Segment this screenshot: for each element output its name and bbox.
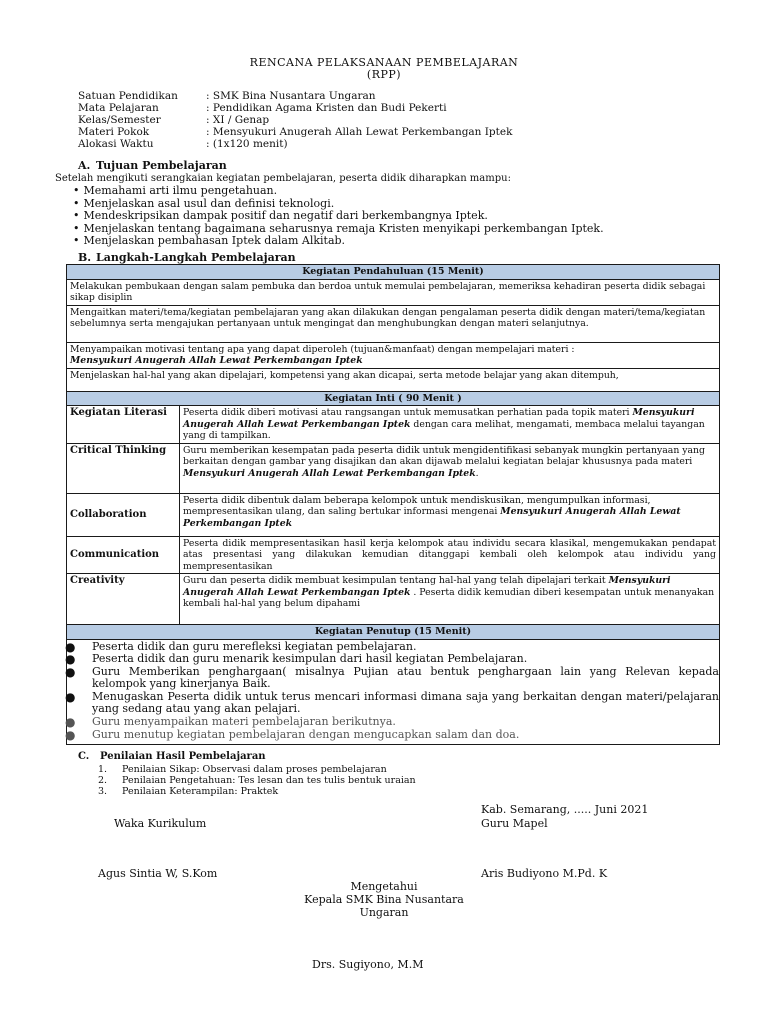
meta-label-alokasi: Alokasi Waktu [78,138,154,150]
learning-steps-table [66,264,720,745]
assessment-item [98,786,416,797]
inti-desc-text: Peserta didik mempresentasikan hasil kerja kelompok atau individu secara klasikal, mengemukakan pendapat atas presentasi yang dilakukan kemudian ditanggapi kembali oleh kelompok atau individu yang mempresentasikan [183,537,716,572]
document-subtitle: (RPP) [366,68,402,81]
bullet-icon: ● [65,715,76,730]
section-b-title: Langkah-Langkah Pembelajaran [96,251,296,264]
inti-desc-text: Peserta didik dibentuk dalam beberapa kelompok untuk mendiskusikan, mengumpulkan informasi, mempresentasikan ulang, dan saling bertukar informasi mengenai [183,494,651,517]
inti-desc-critical [180,443,720,493]
assessment-item [98,775,416,786]
bullet-icon: ● [65,664,76,679]
inti-desc-emph: Mensyukuri Anugerah Allah Lewat Perkembangan Iptek [183,506,681,529]
penutup-text: Peserta didik dan guru menarik kesimpulan dari hasil kegiatan Pembelajaran. [92,652,528,666]
assessment-text: Penilaian Sikap: Observasi dalam proses pembelajaran [122,764,387,775]
inti-desc-text: . Peserta didik kemudian diberi kesempatan untuk menanyakan kembali hal-hal yang belum dipahami [183,586,715,609]
approval-line-1: Mengetahui [350,880,418,893]
goal-item: • Mendeskripsikan dampak positif dan negatif dari berkembangnya Iptek. [73,210,604,223]
meta-label-satuan: Satuan Pendidikan [78,90,178,102]
inti-desc-emph: Mensyukuri Anugerah Allah Lewat Perkembangan Iptek [183,467,476,479]
inti-label-creativity: Creativity [67,574,180,625]
inti-label-communication: Communication [67,536,180,574]
inti-desc-text: . [475,467,479,479]
assessment-number: 2. [98,775,108,786]
penutup-list [67,641,719,742]
meta-label-kelas: Kelas/Semester [78,114,161,126]
penutup-item [67,691,719,716]
inti-desc-text: dengan cara melihat, mengamati, membaca melalui tayangan yang di tampilkan. [183,418,705,441]
inti-desc-collaboration [180,493,720,536]
inti-desc-literasi [180,406,720,444]
inti-label-literasi: Kegiatan Literasi [67,406,180,444]
pendahuluan-row: Mengaitkan materi/tema/kegiatan pembelajaran yang akan dilakukan dengan pengalaman peserta didik dengan materi/tema/kegiatan sebelumnya serta mengajukan pertanyaan untuk mengingat dan menghubungkan dengan materi selanjutnya. [67,305,720,342]
inti-desc-creativity [180,574,720,625]
meta-value-satuan: : SMK Bina Nusantara Ungaran [206,90,376,102]
penutup-text: Guru menutup kegiatan pembelajaran dengan mengucapkan salam dan doa. [92,727,520,741]
inti-header: Kegiatan Inti ( 90 Menit ) [67,391,720,406]
pendahuluan-row [67,342,720,368]
assessment-number: 3. [98,786,108,797]
inti-desc-text: Peserta didik diberi motivasi atau rangsangan untuk memusatkan perhatian pada topik materi [183,407,633,418]
approval-line-2: Kepala SMK Bina Nusantara [304,893,464,906]
meta-label-materi: Materi Pokok [78,126,150,138]
place-date: Kab. Semarang, ..... Juni 2021 [481,803,649,816]
assessment-text: Penilaian Keterampilan: Praktek [122,786,279,797]
inti-desc-text: Guru dan peserta didik membuat kesimpulan tentang hal-hal yang telah dipelajari terkait [183,575,609,586]
left-signer-name: Agus Sintia W, S.Kom [98,867,218,880]
penutup-text: Guru menyampaikan materi pembelajaran berikutnya. [92,715,396,729]
document-title: RENCANA PELAKSANAAN PEMBELAJARAN [249,56,519,69]
section-a-title: Tujuan Pembelajaran [96,159,227,172]
inti-desc-emph: Mensyukuri Anugerah Allah Lewat Perkembangan Iptek [183,575,671,598]
meta-value-kelas: : XI / Genap [206,114,270,126]
penutup-item [67,666,719,691]
goals-list [73,185,604,248]
pendahuluan-motivation-text: Menyampaikan motivasi tentang apa yang dapat diperoleh (tujuan&manfaat) dengan mempelajari materi : [70,343,575,355]
penutup-item [67,729,719,742]
head-signer-name: Drs. Sugiyono, M.M [312,958,424,971]
meta-label-mapel: Mata Pelajaran [78,102,159,114]
goal-item: • Menjelaskan asal usul dan definisi teknologi. [73,198,604,211]
goal-item: • Memahami arti ilmu pengetahuan. [73,185,604,198]
approval-line-3: Ungaran [359,906,409,919]
section-c-title: Penilaian Hasil Pembelajaran [100,751,266,762]
inti-desc-emph: Mensyukuri Anugerah Allah Lewat Perkembangan Iptek [183,407,695,430]
pendahuluan-header: Kegiatan Pendahuluan (15 Menit) [67,265,720,280]
right-signer-role: Guru Mapel [481,817,548,830]
penutup-header: Kegiatan Penutup (15 Menit) [67,625,720,640]
penutup-text: Menugaskan Peserta didik untuk terus mencari informasi dimana saja yang berkaitan dengan materi/pelajaran yang sedang atau yang akan pelajari. [92,689,719,716]
inti-desc-communication [180,536,720,574]
meta-value-mapel: : Pendidikan Agama Kristen dan Budi Pekerti [206,102,447,114]
pendahuluan-row: Melakukan pembukaan dengan salam pembuka dan berdoa untuk memulai pembelajaran, memeriksa kehadiran peserta didik sebagai sikap disiplin [67,279,720,305]
section-c-letter: C. [78,751,90,762]
inti-label-collaboration: Collaboration [67,493,180,536]
section-b-letter: B. [78,251,92,264]
penutup-cell [67,639,720,745]
inti-desc-text: Guru memberikan kesempatan pada peserta didik untuk mengidentifikasi sebanyak mungkin pertanyaan yang berkaitan dengan gambar yang disajikan dan akan dijawab melalui kegiatan belajar khususnya pada materi [183,444,706,467]
pendahuluan-row: Menjelaskan hal-hal yang akan dipelajari, kompetensi yang akan dicapai, serta metode belajar yang akan ditempuh, [67,368,720,391]
inti-label-critical: Critical Thinking [67,443,180,493]
pendahuluan-motivation-topic: Mensyukuri Anugerah Allah Lewat Perkembangan Iptek [70,355,363,366]
assessment-item [98,764,416,775]
bullet-icon: ● [65,652,76,667]
bullet-icon: ● [65,639,76,654]
right-signer-name: Aris Budiyono M.Pd. K [481,867,608,880]
bullet-icon: ● [65,689,76,704]
goal-item: • Menjelaskan pembahasan Iptek dalam Alkitab. [73,235,604,248]
penutup-text: Peserta didik dan guru merefleksi kegiatan pembelajaran. [92,639,417,653]
assessment-number: 1. [98,764,108,775]
meta-value-materi: : Mensyukuri Anugerah Allah Lewat Perkembangan Iptek [206,126,513,138]
goal-item: • Menjelaskan tentang bagaimana seharusnya remaja Kristen menyikapi perkembangan Iptek. [73,223,604,236]
section-a-intro: Setelah mengikuti serangkaian kegiatan pembelajaran, peserta didik diharapkan mampu: [55,173,511,184]
bullet-icon: ● [65,727,76,742]
assessment-list [98,764,416,797]
meta-value-alokasi: : (1x120 menit) [206,138,288,150]
assessment-text: Penilaian Pengetahuan: Tes lesan dan tes tulis bentuk uraian [122,775,416,786]
penutup-text: Guru Memberikan penghargaan( misalnya Pujian atau bentuk penghargaan lain yang Relevan kepada kelompok yang kinerjanya Baik. [92,664,719,691]
left-signer-role: Waka Kurikulum [114,817,207,830]
section-a-letter: A. [78,159,91,172]
